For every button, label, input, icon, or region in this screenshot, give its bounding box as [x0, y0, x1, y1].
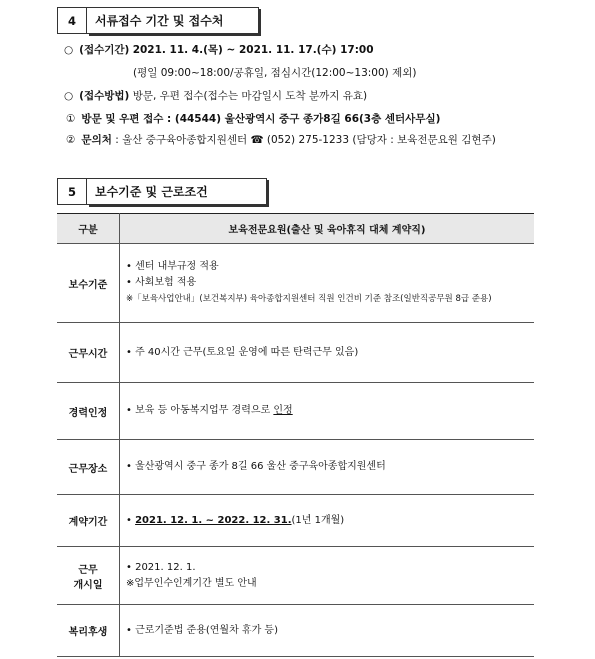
row-content	[120, 383, 535, 440]
number-1-icon: ①	[66, 113, 76, 125]
contact-label: 문의처	[81, 134, 112, 146]
row-text: • 보육 등 아동복지업무 경력으로	[126, 405, 274, 416]
table-row	[57, 440, 534, 495]
row-content	[120, 495, 535, 547]
row-content	[120, 244, 535, 323]
table-row	[57, 383, 534, 440]
period-label: (접수기간)	[79, 44, 130, 56]
table-row	[57, 605, 534, 657]
section-5-title: 보수기준 및 근로조건	[87, 178, 267, 205]
row-content: • 울산광역시 중구 종가 8길 66 울산 중구육아종합지원센터	[120, 440, 535, 495]
row-note: ※「보육사업안내」(보건복지부) 육아종합지원센터 직원 인건비 기준 참조(일반직공무원 8급 준용)	[126, 294, 492, 304]
contact-text: : 울산 중구육아종합지원센터 ☎ (052) 275-1233 (담당자 : 보육전문요원 김현주)	[115, 134, 496, 146]
conditions-table	[57, 213, 534, 657]
circle-bullet-icon: ○	[64, 44, 74, 56]
table-row	[57, 547, 534, 605]
table-row	[57, 244, 534, 323]
row-line: • 사회보험 적용	[126, 277, 197, 288]
row-label: 계약기간	[57, 495, 120, 547]
row-bullet: •	[126, 514, 136, 526]
address-text: 방문 및 우편 접수 : (44544) 울산광역시 중구 종가8길 66(3층 센터사무실)	[81, 113, 441, 125]
section-5-number: 5	[57, 178, 87, 205]
row-line: ※업무인수인계기간 별도 안내	[126, 577, 257, 589]
row-label: 근무시간	[57, 323, 120, 383]
contact-line	[66, 133, 496, 147]
section-5-header	[57, 178, 267, 205]
row-label: 보수기준	[57, 244, 120, 323]
period-value: 2021. 11. 4.(목) ~ 2021. 11. 17.(수) 17:00	[132, 44, 374, 56]
header-content: 보육전문요원(출산 및 육아휴직 대체 계약직)	[120, 214, 535, 244]
row-label-line: 근무	[78, 564, 98, 576]
address-line	[66, 112, 440, 126]
method-label: (접수방법)	[79, 90, 130, 102]
contract-dates: 2021. 12. 1. ~ 2022. 12. 31.	[135, 514, 292, 526]
row-content: • 주 40시간 근무(토요일 운영에 따른 탄력근무 있음)	[120, 323, 535, 383]
row-content	[120, 547, 535, 605]
contract-duration: (1년 1개월)	[291, 514, 345, 526]
section-4-title: 서류접수 기간 및 접수처	[87, 7, 259, 34]
row-label: 경력인정	[57, 383, 120, 440]
row-text-underlined: 인정	[273, 405, 293, 416]
circle-bullet-icon: ○	[64, 90, 74, 102]
table-row	[57, 323, 534, 383]
row-label	[57, 547, 120, 605]
section-4-header	[57, 7, 259, 34]
row-label: 근무장소	[57, 440, 120, 495]
header-label: 구분	[57, 214, 120, 244]
method-line	[64, 89, 367, 103]
table-header-row	[57, 214, 534, 244]
hours-line: (평일 09:00~18:00/공휴일, 점심시간(12:00~13:00) 제외)	[133, 67, 417, 79]
row-content: • 근로기준법 준용(연월차 휴가 등)	[120, 605, 535, 657]
period-line	[64, 43, 374, 57]
section-4-number: 4	[57, 7, 87, 34]
row-line: • 센터 내부규정 적용	[126, 261, 219, 272]
row-line: • 2021. 12. 1.	[126, 561, 196, 573]
number-2-icon: ②	[66, 134, 76, 146]
table-row	[57, 495, 534, 547]
method-value: 방문, 우편 접수(접수는 마감일시 도착 분까지 유효)	[132, 90, 368, 102]
row-label: 복리후생	[57, 605, 120, 657]
row-label-line: 개시일	[73, 579, 103, 591]
